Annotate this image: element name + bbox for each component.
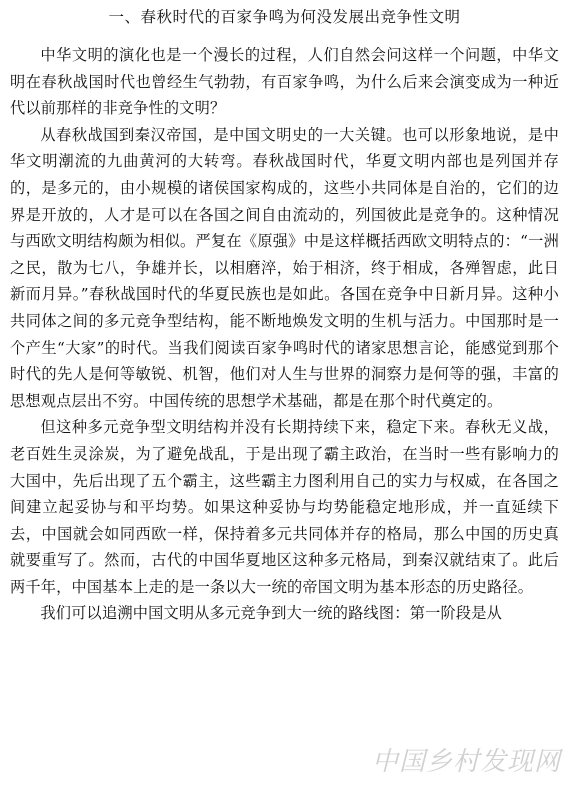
section-title: 一、春秋时代的百家争鸣为何没发展出竞争性文明	[108, 8, 461, 26]
paragraph-3: 但这种多元竞争型文明结构并没有长期持续下来，稳定下来。春秋无义战，老百姓生灵涂炭，为了避免战乱，于是出现了霸主政治，在当时一些有影响力的大国中，先后出现了五个霸主，这些霸主力图利用自己的实力与权威，在各国之间建立起妥协与和平均势。如果这种妥协与均势能稳定地形成，并一直延续下去，中国就会如同西欧一样，保持着多元共同体并存的格局，那么中国的历史真就要重写了。然而，古代的中国华夏地区这种多元格局，到秦汉就结束了。此后两千年，中国基本上走的是一条以大一统的帝国文明为基本形态的历史路径。	[10, 418, 559, 596]
watermark-logo: 中国乡村发现网	[371, 747, 561, 777]
paragraph-1: 中华文明的演化也是一个漫长的过程，人们自然会问这样一个问题，中华文明在春秋战国时代也曾经生气勃勃，有百家争鸣，为什么后来会演变成为一种近代以前那样的非竞争性的文明？	[10, 46, 559, 118]
paragraph-2: 从春秋战国到秦汉帝国，是中国文明史的一大关键。也可以形象地说，是中华文明潮流的九曲黄河的大转弯。春秋战国时代，华夏文明内部也是列国并存的，是多元的，由小规模的诸侯国家构成的，这些小共同体是自治的，它们的边界是开放的，人才是可以在各国之间自由流动的，列国彼此是竞争的。这种情况与西欧文明结构颇为相似。严复在《原强》中是这样概括西欧文明特点的：“一洲之民，散为七八，争雄并长，以相磨淬，始于相济，终于相成，各殚智虑，此日新而月异。”春秋战国时代的华夏民族也是如此。各国在竞争中日新月异。这种小共同体之间的多元竞争型结构，能不断地焕发文明的生机与活力。中国那时是一个产生“大家”的时代。当我们阅读百家争鸣时代的诸家思想言论，能感觉到那个时代的先人是何等敏锐、机智，他们对人生与世界的洞察力是何等的强，丰富的思想观点层出不穷。中国传统的思想学术基础，都是在那个时代奠定的。	[10, 125, 559, 410]
paragraph-4: 我们可以追溯中国文明从多元竞争到大一统的路线图：第一阶段是从	[40, 604, 503, 623]
